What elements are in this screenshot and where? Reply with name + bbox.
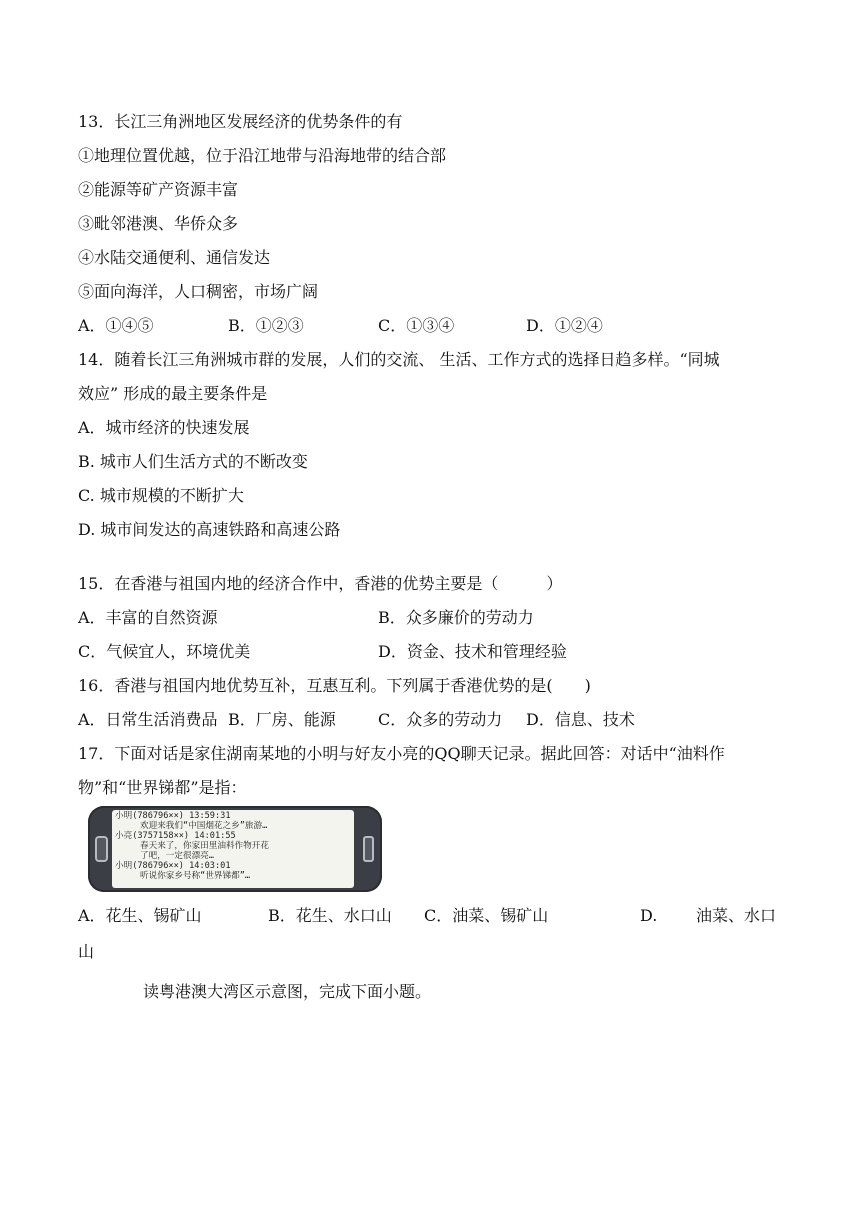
q17-option-d-wrap: 山 (78, 942, 95, 961)
q13-option-a: A．①④⑤ (78, 316, 154, 335)
q14-option-b: B. 城市人们生活方式的不断改变 (78, 452, 308, 471)
q13-item-5: ⑤面向海洋，人口稠密，市场广阔 (78, 282, 319, 301)
chat-message-1: 欢迎来我们“中国烟花之乡”旅游… (140, 821, 268, 831)
q13-option-b: B．①②③ (228, 316, 304, 335)
q14-option-c: C. 城市规模的不断扩大 (78, 486, 244, 505)
q15-option-d: D．资金、技术和管理经验 (378, 642, 567, 661)
q13-option-d: D．①②④ (526, 316, 603, 335)
q17-option-c: C．油菜、锡矿山 (424, 906, 549, 925)
q15-option-a: A．丰富的自然资源 (78, 608, 218, 627)
q13-option-c: C．①③④ (378, 316, 455, 335)
chat-header-2: 小亮(3757158××) 14:01:55 (115, 831, 236, 841)
q16-option-c: C．众多的劳动力 (378, 710, 503, 729)
q16-option-a: A．日常生活消费品 (78, 710, 218, 729)
section-intro: 读粤港澳大湾区示意图，完成下面小题。 (143, 982, 432, 1001)
q17-stem-line-1: 17．下面对话是家住湖南某地的小明与好友小亮的QQ聊天记录。据此回答：对话中“油料作 (78, 744, 725, 763)
chat-header-1: 小明(786796××) 13:59:31 (115, 811, 231, 821)
q16-option-b: B．厂房、能源 (228, 710, 336, 729)
q13-item-2: ②能源等矿产资源丰富 (78, 180, 239, 199)
q16-option-d: D．信息、技术 (526, 710, 635, 729)
q17-option-a: A．花生、锡矿山 (78, 906, 202, 925)
chat-message-3: 了吧，一定很漂亮… (140, 851, 214, 861)
chat-message-4: 听说你家乡号称“世界锑都”… (140, 871, 251, 881)
chat-header-4: 小明(786796××) 14:03:01 (115, 861, 231, 871)
q13-item-1: ①地理位置优越，位于沿江地带与沿海地带的结合部 (78, 146, 447, 165)
q17-option-b: B．花生、水口山 (268, 906, 392, 925)
q14-option-d: D. 城市间发达的高速铁路和高速公路 (78, 520, 341, 539)
phone-button-right (363, 836, 374, 862)
phone-button-left (95, 836, 108, 862)
qq-chat-phone-image (88, 806, 382, 892)
q13-item-3: ③毗邻港澳、华侨众多 (78, 214, 239, 233)
q13-item-4: ④水陆交通便利、通信发达 (78, 248, 271, 267)
q17-stem-line-2: 物”和“世界锑都”是指： (78, 778, 247, 797)
q16-stem: 16．香港与祖国内地优势互补，互惠互利。下列属于香港优势的是( ) (78, 676, 591, 695)
q13-stem: 13．长江三角洲地区发展经济的优势条件的有 (78, 112, 403, 131)
q15-stem: 15．在香港与祖国内地的经济合作中，香港的优势主要是（ ） (78, 574, 563, 593)
q14-option-a: A．城市经济的快速发展 (78, 418, 250, 437)
chat-message-2: 春天来了，你家田里油料作物开花 (140, 841, 269, 851)
q15-option-c: C．气候宜人，环境优美 (78, 642, 251, 661)
q15-option-b: B．众多廉价的劳动力 (378, 608, 534, 627)
q17-option-d-letter: D. (640, 906, 658, 925)
q14-stem-line-1: 14．随着长江三角洲城市群的发展，人们的交流、 生活、工作方式的选择日趋多样。“同城 (78, 350, 720, 369)
q17-option-d-text: 油菜、水口 (696, 906, 777, 925)
qq-chat-screen (112, 810, 354, 888)
q14-stem-line-2: 效应” 形成的最主要条件是 (78, 384, 268, 403)
